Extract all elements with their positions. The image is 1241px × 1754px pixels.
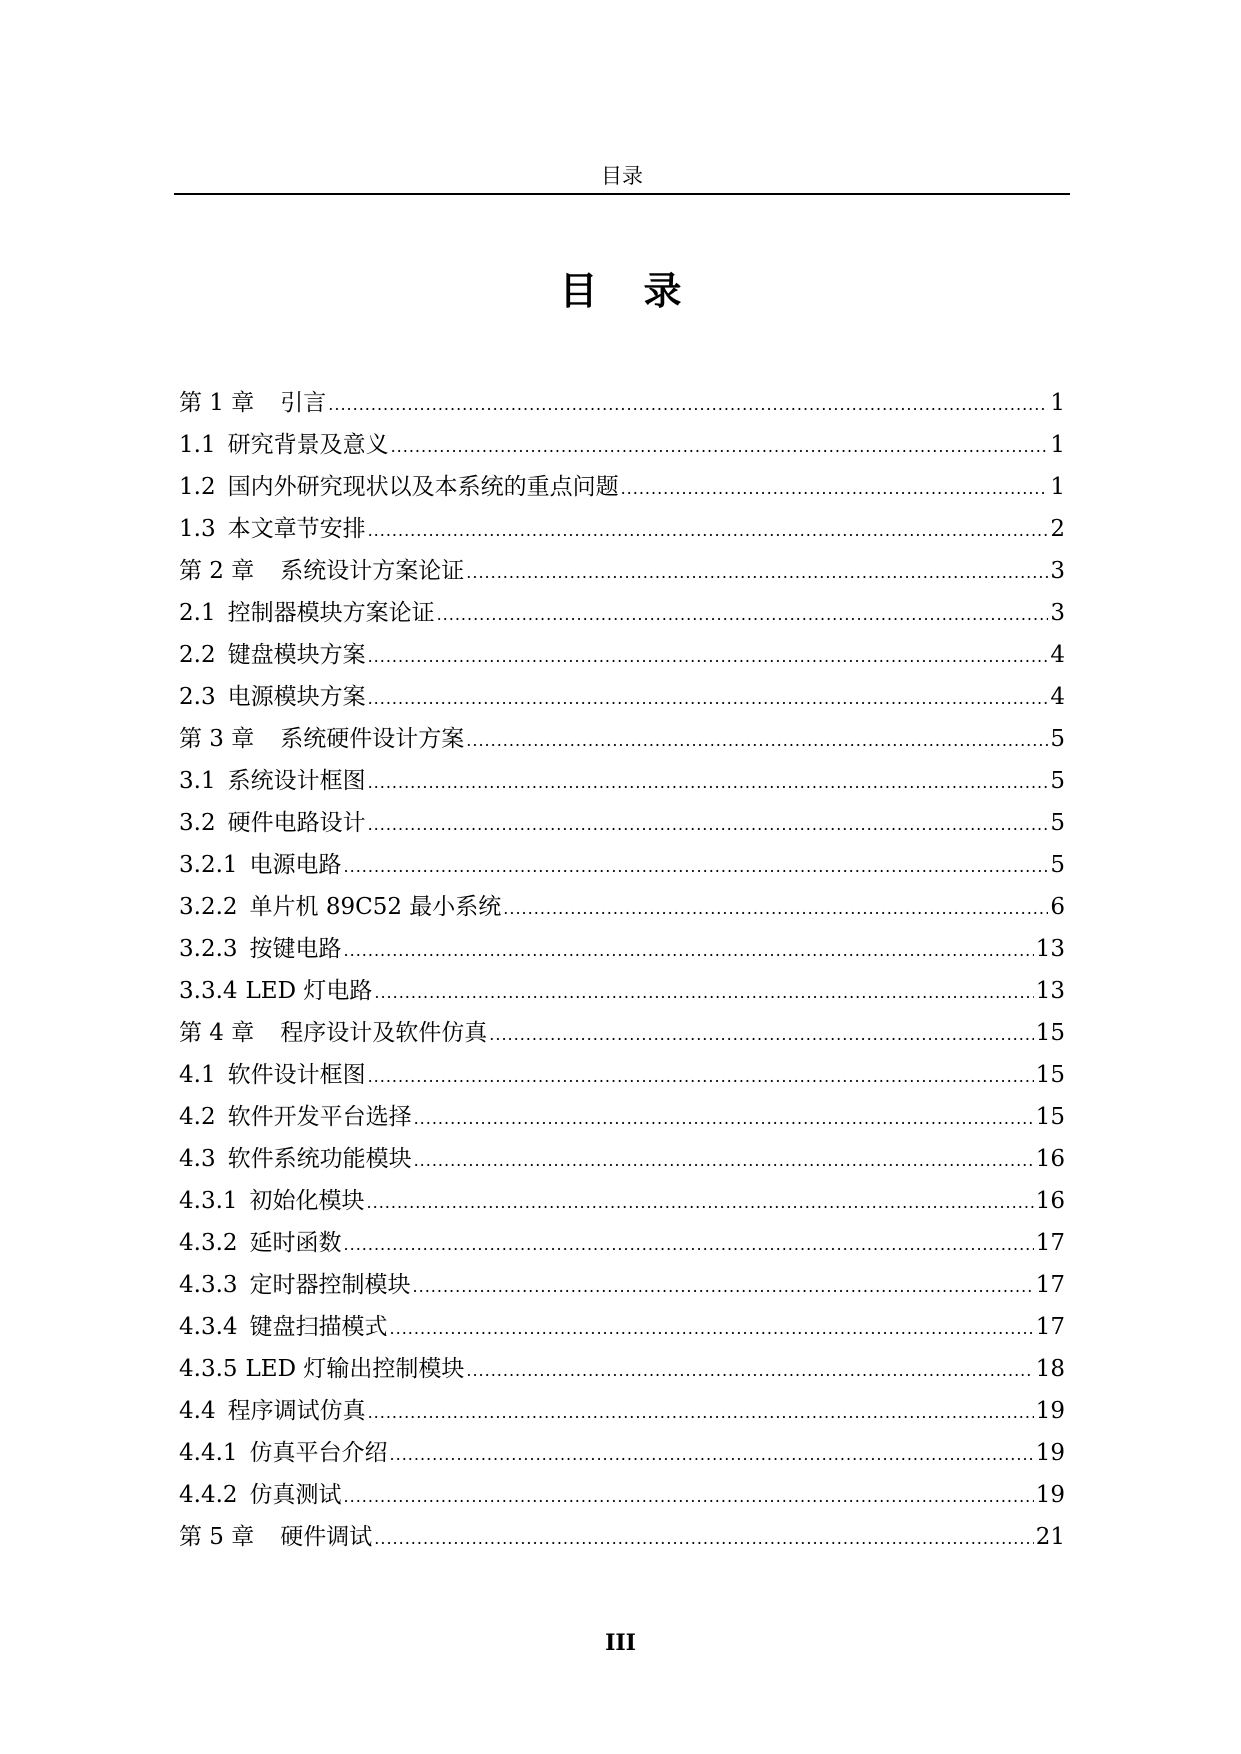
toc-dot-leader — [344, 1476, 1034, 1518]
toc-entry-page: 19 — [1035, 1440, 1065, 1466]
toc-entry-page: 13 — [1035, 978, 1065, 1004]
toc-entry-title: 延时函数 — [249, 1230, 342, 1256]
toc-entry[interactable] — [179, 1180, 1065, 1222]
toc-dot-leader — [621, 468, 1049, 510]
toc-entry-page: 3 — [1050, 600, 1065, 626]
toc-entry[interactable] — [179, 1096, 1065, 1138]
toc-entry[interactable] — [179, 592, 1065, 634]
toc-entry[interactable] — [179, 676, 1065, 718]
toc-entry-title: 软件系统功能模块 — [227, 1146, 412, 1172]
toc-dot-leader — [413, 1266, 1034, 1308]
toc-dot-leader — [489, 1014, 1033, 1056]
toc-entry-title: 引言 — [280, 390, 327, 416]
toc-entry-title: 定时器控制模块 — [249, 1272, 411, 1298]
toc-entry[interactable] — [179, 1054, 1065, 1096]
toc-entry[interactable] — [179, 1432, 1065, 1474]
toc-entry[interactable] — [179, 634, 1065, 676]
toc-entry-number: 4.3.1 — [179, 1188, 238, 1214]
toc-entry-number: 第 2 章 — [179, 558, 255, 584]
toc-dot-leader — [414, 1098, 1034, 1140]
toc-entry-number: 3.2 — [179, 810, 216, 836]
toc-entry-page: 13 — [1035, 936, 1065, 962]
toc-title-char-2: 录 — [643, 268, 682, 313]
toc-entry-number: 2.1 — [179, 600, 216, 626]
toc-entry[interactable] — [179, 508, 1065, 550]
running-header: 目录 — [601, 164, 643, 188]
toc-entry[interactable] — [179, 1390, 1065, 1432]
toc-entry-title: 程序设计及软件仿真 — [280, 1020, 488, 1046]
toc-entry[interactable] — [179, 550, 1065, 592]
toc-entry-page: 15 — [1035, 1062, 1065, 1088]
toc-entry-title: 仿真测试 — [249, 1482, 342, 1508]
toc-dot-leader — [368, 636, 1049, 678]
toc-entry-number: 3.2.3 — [179, 936, 238, 962]
toc-entry-number: 4.1 — [179, 1062, 216, 1088]
toc-entry-title: 系统设计方案论证 — [280, 558, 465, 584]
toc-entry[interactable] — [179, 382, 1065, 424]
toc-entry-title: 程序调试仿真 — [227, 1398, 366, 1424]
toc-entry-page: 4 — [1050, 684, 1065, 710]
toc-entry[interactable] — [179, 928, 1065, 970]
toc-entry-page: 16 — [1035, 1188, 1065, 1214]
toc-entry-page: 4 — [1050, 642, 1065, 668]
toc-dot-leader — [368, 762, 1049, 804]
toc-dot-leader — [374, 1518, 1033, 1560]
toc-entry-title: 初始化模块 — [249, 1188, 365, 1214]
toc-entry-page: 16 — [1035, 1146, 1065, 1172]
toc-dot-leader — [466, 1350, 1033, 1392]
toc-entry-page: 5 — [1050, 768, 1065, 794]
toc-entry[interactable] — [179, 1222, 1065, 1264]
toc-entry-title: 硬件电路设计 — [227, 810, 366, 836]
toc-dot-leader — [328, 384, 1048, 426]
toc-entry-page: 1 — [1050, 474, 1065, 500]
toc-entry-number: 4.2 — [179, 1104, 216, 1130]
toc-entry-page: 15 — [1035, 1104, 1065, 1130]
toc-entry-page: 5 — [1050, 852, 1065, 878]
toc-entry-number: 3.3.4 — [179, 978, 238, 1004]
toc-entry[interactable] — [179, 1348, 1065, 1390]
toc-dot-leader — [390, 1434, 1034, 1476]
toc-entry-number: 4.3.4 — [179, 1314, 238, 1340]
page-number: III — [605, 1630, 636, 1656]
toc-dot-leader — [344, 930, 1034, 972]
toc-dot-leader — [374, 972, 1033, 1014]
toc-dot-leader — [368, 804, 1049, 846]
toc-entry[interactable] — [179, 1012, 1065, 1054]
toc-entry-title: 软件开发平台选择 — [227, 1104, 412, 1130]
toc-title-char-1: 目 — [559, 268, 598, 313]
toc-entry-page: 1 — [1050, 390, 1065, 416]
toc-entry-number: 第 3 章 — [179, 726, 255, 752]
toc-dot-leader — [368, 1392, 1034, 1434]
toc-entry-number: 第 1 章 — [179, 390, 255, 416]
toc-entry-title: LED 灯输出控制模块 — [245, 1356, 465, 1382]
toc-entry-page: 19 — [1035, 1398, 1065, 1424]
toc-title — [0, 268, 1241, 314]
toc-entry[interactable] — [179, 1516, 1065, 1558]
toc-entry[interactable] — [179, 760, 1065, 802]
toc-dot-leader — [367, 1182, 1034, 1224]
toc-list — [179, 382, 1065, 1558]
toc-dot-leader — [437, 594, 1049, 636]
toc-entry-title: 本文章节安排 — [227, 516, 366, 542]
toc-dot-leader — [390, 1308, 1034, 1350]
toc-dot-leader — [344, 846, 1049, 888]
toc-entry-title: 键盘模块方案 — [227, 642, 366, 668]
toc-entry[interactable] — [179, 1306, 1065, 1348]
toc-entry-page: 15 — [1035, 1020, 1065, 1046]
toc-entry-title: 电源模块方案 — [227, 684, 366, 710]
toc-entry-title: 软件设计框图 — [227, 1062, 366, 1088]
toc-entry-title: 按键电路 — [249, 936, 342, 962]
toc-entry-number: 第 5 章 — [179, 1524, 255, 1550]
toc-entry-number: 1.2 — [179, 474, 216, 500]
toc-entry-title: 国内外研究现状以及本系统的重点问题 — [227, 474, 619, 500]
toc-entry-title: 电源电路 — [249, 852, 342, 878]
toc-entry-number: 4.3 — [179, 1146, 216, 1172]
toc-entry-title: LED 灯电路 — [245, 978, 373, 1004]
toc-entry[interactable] — [179, 1474, 1065, 1516]
toc-entry-title: 研究背景及意义 — [227, 432, 389, 458]
toc-entry-title: 单片机 89C52 最小系统 — [249, 894, 502, 920]
toc-entry-number: 4.4.1 — [179, 1440, 238, 1466]
toc-entry-number: 3.2.2 — [179, 894, 238, 920]
toc-entry-page: 21 — [1035, 1524, 1065, 1550]
toc-dot-leader — [368, 1056, 1034, 1098]
toc-entry-page: 2 — [1050, 516, 1065, 542]
toc-entry[interactable] — [179, 844, 1065, 886]
toc-entry-page: 17 — [1035, 1314, 1065, 1340]
toc-entry-number: 4.3.2 — [179, 1230, 238, 1256]
toc-entry[interactable] — [179, 1264, 1065, 1306]
toc-entry[interactable] — [179, 1138, 1065, 1180]
toc-entry[interactable] — [179, 886, 1065, 928]
toc-entry-number: 3.1 — [179, 768, 216, 794]
toc-entry-number: 2.3 — [179, 684, 216, 710]
toc-entry-number: 3.2.1 — [179, 852, 238, 878]
toc-entry-page: 17 — [1035, 1230, 1065, 1256]
toc-dot-leader — [503, 888, 1048, 930]
toc-entry-page: 6 — [1050, 894, 1065, 920]
toc-entry-title: 系统硬件设计方案 — [280, 726, 465, 752]
toc-entry-title: 硬件调试 — [280, 1524, 373, 1550]
toc-entry[interactable] — [179, 970, 1065, 1012]
toc-entry-number: 4.3.3 — [179, 1272, 238, 1298]
toc-entry-number: 2.2 — [179, 642, 216, 668]
toc-entry-title: 系统设计框图 — [227, 768, 366, 794]
toc-entry[interactable] — [179, 718, 1065, 760]
toc-dot-leader — [466, 720, 1048, 762]
toc-dot-leader — [344, 1224, 1034, 1266]
toc-entry-page: 5 — [1050, 810, 1065, 836]
toc-entry-number: 第 4 章 — [179, 1020, 255, 1046]
header-rule — [174, 193, 1070, 195]
toc-dot-leader — [368, 510, 1049, 552]
toc-entry-title: 仿真平台介绍 — [249, 1440, 388, 1466]
toc-dot-leader — [466, 552, 1048, 594]
toc-entry-page: 18 — [1035, 1356, 1065, 1382]
toc-entry-number: 1.1 — [179, 432, 216, 458]
toc-entry-number: 4.4.2 — [179, 1482, 238, 1508]
toc-entry[interactable] — [179, 424, 1065, 466]
toc-entry-page: 17 — [1035, 1272, 1065, 1298]
toc-dot-leader — [391, 426, 1049, 468]
toc-entry-number: 1.3 — [179, 516, 216, 542]
toc-entry[interactable] — [179, 802, 1065, 844]
toc-entry-page: 19 — [1035, 1482, 1065, 1508]
toc-entry-page: 5 — [1050, 726, 1065, 752]
toc-entry-page: 1 — [1050, 432, 1065, 458]
toc-entry-title: 键盘扫描模式 — [249, 1314, 388, 1340]
toc-entry-number: 4.3.5 — [179, 1356, 238, 1382]
toc-entry-page: 3 — [1050, 558, 1065, 584]
toc-dot-leader — [414, 1140, 1034, 1182]
toc-entry-number: 4.4 — [179, 1398, 216, 1424]
toc-entry[interactable] — [179, 466, 1065, 508]
toc-entry-title: 控制器模块方案论证 — [227, 600, 435, 626]
toc-dot-leader — [368, 678, 1049, 720]
